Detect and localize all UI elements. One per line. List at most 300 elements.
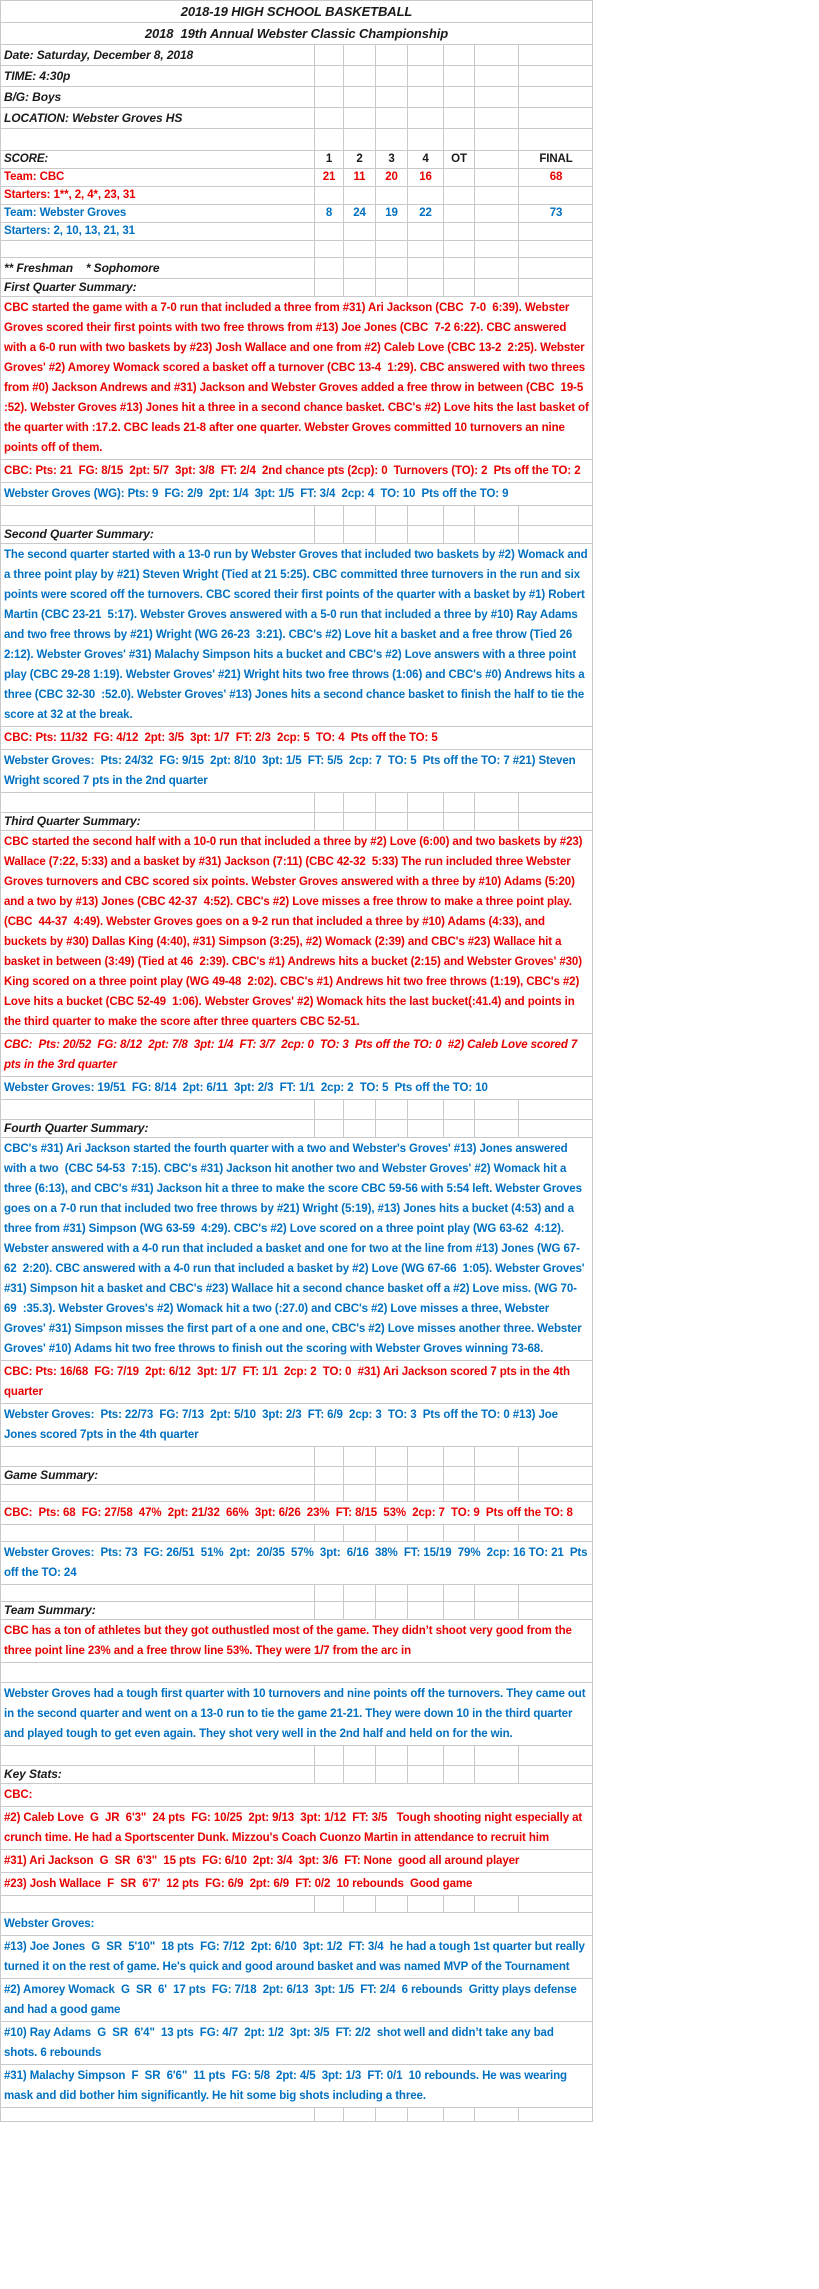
grid-cell xyxy=(314,1766,343,1783)
player-stat-wallace xyxy=(1,1873,593,1896)
grid-cell xyxy=(443,1120,474,1137)
grid-cell xyxy=(314,793,343,812)
grid-cell xyxy=(443,1525,474,1541)
game-summary-header-label: Game Summary: xyxy=(4,1468,99,1482)
grid-cell xyxy=(314,241,343,257)
grid-cell xyxy=(407,1602,443,1619)
grid-cell xyxy=(518,1100,593,1119)
grid-cell xyxy=(375,526,407,543)
grid-cell xyxy=(443,205,474,222)
grid-cell xyxy=(314,45,343,65)
grid-cell: 19 xyxy=(375,205,407,222)
grid-cell xyxy=(314,129,343,150)
grid-cell: 68 xyxy=(518,169,593,186)
player-stat-love-text: #2) Caleb Love G JR 6'3" 24 pts FG: 10/25 2pt: 9/13 3pt: 1/12 FT: 3/5 Tough shooting night especially at crunch time. He had a Sportscenter Dunk. Mizzou's Coach Cuonzo Martin in attendance to recruit him xyxy=(4,1812,586,1844)
grid-cell xyxy=(474,45,518,65)
q4-summary-header xyxy=(1,1120,593,1138)
team-summary-cbc-text: CBC has a ton of athletes but they got outhustled most of the game. They didn’t shoot very good from the three point line 23% and a free throw line 53%. They were 1/7 from the arc in xyxy=(4,1625,575,1657)
grid-cell xyxy=(343,1485,375,1501)
grid-cell xyxy=(314,1100,343,1119)
grid-cell xyxy=(343,108,375,128)
starters-cbc-row-label: Starters: 1**, 2, 4*, 23, 31 xyxy=(4,189,136,201)
blank-row xyxy=(1,1585,593,1602)
grid-cell xyxy=(518,1896,593,1912)
grid-cell xyxy=(518,1525,593,1541)
team-summary-wg-text: Webster Groves had a tough first quarter with 10 turnovers and nine points off the turnovers. They came out in the second quarter and went on a 13-0 run to tie the game 21-21. They were down 10 in the third quarter and played tough to get even again. They shot very well in the 2nd half and held on for the win. xyxy=(4,1688,589,1740)
q1-wg-stats xyxy=(1,483,593,506)
grid-cell xyxy=(474,506,518,525)
grid-cell xyxy=(375,1120,407,1137)
grid-cell xyxy=(518,241,593,257)
grid-cell xyxy=(443,1585,474,1601)
blank-row xyxy=(1,506,593,526)
player-stat-jackson xyxy=(1,1850,593,1873)
team-cbc-row-label: Team: CBC xyxy=(4,171,65,183)
key-stats-cbc-label xyxy=(1,1784,593,1807)
grid-cell xyxy=(474,169,518,186)
grid-cell: 8 xyxy=(314,205,343,222)
sheet-subtitle-text: 2018 19th Annual Webster Classic Championship xyxy=(144,26,449,41)
grid-cell xyxy=(518,526,593,543)
game-cbc-stats xyxy=(1,1502,593,1525)
starters-wg-row-label: Starters: 2, 10, 13, 21, 31 xyxy=(4,225,135,237)
grid-cell xyxy=(443,279,474,296)
q2-summary-header xyxy=(1,526,593,544)
blank-row xyxy=(1,1663,593,1683)
grid-cell xyxy=(443,45,474,65)
grid-cell xyxy=(314,187,343,204)
q2-wg-stats xyxy=(1,750,593,793)
grid-cell xyxy=(314,1602,343,1619)
q2-cbc-stats-text: CBC: Pts: 11/32 FG: 4/12 2pt: 3/5 3pt: 1/7 FT: 2/3 2cp: 5 TO: 4 Pts off the TO: 5 xyxy=(4,732,438,744)
grid-cell: 16 xyxy=(407,169,443,186)
grid-cell xyxy=(443,2108,474,2121)
grid-cell xyxy=(407,45,443,65)
grid-cell xyxy=(474,1602,518,1619)
grid-cell xyxy=(314,526,343,543)
grid-cell: 20 xyxy=(375,169,407,186)
grid-cell xyxy=(407,129,443,150)
grid-cell xyxy=(518,1120,593,1137)
grid-cell xyxy=(375,813,407,830)
grid-cell xyxy=(474,793,518,812)
grid-cell xyxy=(343,1447,375,1466)
grid-cell xyxy=(443,1602,474,1619)
grid-cell: 11 xyxy=(343,169,375,186)
blank-row-label xyxy=(1,793,314,812)
grid-cell xyxy=(474,223,518,240)
grid-cell xyxy=(407,1896,443,1912)
q4-summary-header-label: Fourth Quarter Summary: xyxy=(4,1121,149,1135)
blank-row xyxy=(1,793,593,813)
grid-cell xyxy=(474,2108,518,2121)
grid-cell xyxy=(474,813,518,830)
grid-cell xyxy=(443,1746,474,1765)
score-header-row xyxy=(1,151,593,169)
grid-cell xyxy=(474,1100,518,1119)
blank-row xyxy=(1,1746,593,1766)
grid-cell xyxy=(314,108,343,128)
grid-cell xyxy=(407,279,443,296)
blank-row-label xyxy=(1,1100,314,1119)
grid-cell xyxy=(474,1485,518,1501)
grid-cell xyxy=(474,258,518,278)
grid-cell xyxy=(343,66,375,86)
grid-cell xyxy=(518,793,593,812)
grid-cell xyxy=(314,258,343,278)
grid-cell xyxy=(343,258,375,278)
grid-cell xyxy=(443,526,474,543)
grid-cell xyxy=(474,1525,518,1541)
grid-cell xyxy=(518,187,593,204)
q2-summary-text xyxy=(1,544,593,727)
grid-cell xyxy=(407,1447,443,1466)
q3-wg-stats-text: Webster Groves: 19/51 FG: 8/14 2pt: 6/11 3pt: 2/3 FT: 1/1 2cp: 2 TO: 5 Pts off the TO: 10 xyxy=(4,1082,488,1094)
grid-cell xyxy=(375,1525,407,1541)
grid-cell xyxy=(518,87,593,107)
q3-summary-text xyxy=(1,831,593,1034)
q4-cbc-stats-text: CBC: Pts: 16/68 FG: 7/19 2pt: 6/12 3pt: 1/7 FT: 1/1 2cp: 2 TO: 0 #31) Ari Jackson scored 7 pts in the 4th quarter xyxy=(4,1366,574,1398)
grid-cell xyxy=(314,1746,343,1765)
blank-row xyxy=(1,1485,593,1502)
grid-cell xyxy=(343,506,375,525)
grid-cell xyxy=(474,129,518,150)
grid-cell xyxy=(518,108,593,128)
grid-cell xyxy=(518,1602,593,1619)
grid-cell xyxy=(407,1485,443,1501)
blank-row xyxy=(1,1896,593,1913)
grid-cell: 2 xyxy=(343,151,375,168)
grid-cell xyxy=(443,129,474,150)
sheet-title-text: 2018-19 HIGH SCHOOL BASKETBALL xyxy=(180,4,413,19)
q1-summary-text xyxy=(1,297,593,460)
blank-row-label xyxy=(1,2108,314,2121)
grid-cell xyxy=(343,1766,375,1783)
grid-cell xyxy=(343,813,375,830)
team-summary-wg xyxy=(1,1683,593,1746)
grid-cell xyxy=(375,87,407,107)
grid-cell xyxy=(443,793,474,812)
grid-cell: 1 xyxy=(314,151,343,168)
team-wg-row xyxy=(1,205,593,223)
grid-cell xyxy=(474,241,518,257)
grid-cell: 3 xyxy=(375,151,407,168)
grid-cell xyxy=(407,2108,443,2121)
grid-cell xyxy=(407,187,443,204)
team-wg-row-label: Team: Webster Groves xyxy=(4,207,127,219)
grid-cell xyxy=(314,1467,343,1484)
grid-cell xyxy=(443,506,474,525)
grid-cell xyxy=(518,258,593,278)
grid-cell xyxy=(375,1447,407,1466)
team-summary-cbc xyxy=(1,1620,593,1663)
blank-row-label xyxy=(1,1447,314,1466)
grid-cell xyxy=(343,793,375,812)
q1-wg-stats-text: Webster Groves (WG): Pts: 9 FG: 2/9 2pt: 1/4 3pt: 1/5 FT: 3/4 2cp: 4 TO: 10 Pts off the TO: 9 xyxy=(4,488,509,500)
grid-cell: 24 xyxy=(343,205,375,222)
score-header-row-label: SCORE: xyxy=(4,153,49,165)
legend-row-label: ** Freshman * Sophomore xyxy=(4,261,160,275)
blank-row xyxy=(1,2108,593,2122)
key-stats-wg-label xyxy=(1,1913,593,1936)
grid-cell xyxy=(407,66,443,86)
blank-row-label xyxy=(1,241,314,257)
grid-cell: 73 xyxy=(518,205,593,222)
player-stat-womack-text: #2) Amorey Womack G SR 6' 17 pts FG: 7/18 2pt: 6/13 3pt: 1/5 FT: 2/4 6 rebounds Gritty plays defense and had a good game xyxy=(4,1984,580,2016)
q2-wg-stats-text: Webster Groves: Pts: 24/32 FG: 9/15 2pt: 8/10 3pt: 1/5 FT: 5/5 2cp: 7 TO: 5 Pts off the TO: 7 #21) Steven Wright scored 7 pts in the 2nd quarter xyxy=(4,755,579,787)
grid-cell xyxy=(407,1746,443,1765)
grid-cell xyxy=(314,279,343,296)
grid-cell xyxy=(443,66,474,86)
grid-cell xyxy=(343,187,375,204)
grid-cell xyxy=(443,187,474,204)
grid-cell xyxy=(375,129,407,150)
gender-row-label: B/G: Boys xyxy=(4,90,62,104)
grid-cell xyxy=(474,205,518,222)
q1-summary-text-text: CBC started the game with a 7-0 run that included a three from #31) Ari Jackson (CBC 7-0 6:39). Webster Groves scored their first points with two free throws from #13) Joe Jones (CBC 7-2 6:22). CBC answered with a 6-0 run with two baskets by #23) Josh Wallace and one from #2) Caleb Love (CBC 13-2 2:25). Webster Groves' #2) Amorey Womack scored a basket off a turnover (CBC 13-4 1:29). CBC answered with two threes from #0) Jackson Andrews and #31) Jackson and Webster Groves added a free throw in between (CBC 19-5 :52). Webster Groves #13) Jones hit a three in a second chance basket. CBC's #2) Love hits the last basket of the quarter with :17.2. CBC leads 21-8 after one quarter. Webster Groves committed 10 turnovers an nine points off of them. xyxy=(4,302,592,454)
grid-cell xyxy=(407,1525,443,1541)
grid-cell xyxy=(474,1766,518,1783)
q1-cbc-stats xyxy=(1,460,593,483)
grid-cell xyxy=(407,1120,443,1137)
q3-cbc-stats-text: CBC: Pts: 20/52 FG: 8/12 2pt: 7/8 3pt: 1/4 FT: 3/7 2cp: 0 TO: 3 Pts off the TO: 0 #2) Caleb Love scored 7 pts in the 3rd quarter xyxy=(4,1039,581,1071)
grid-cell xyxy=(343,1467,375,1484)
blank-row xyxy=(1,1447,593,1467)
grid-cell xyxy=(314,1485,343,1501)
game-wg-stats xyxy=(1,1542,593,1585)
date-row-label: Date: Saturday, December 8, 2018 xyxy=(4,48,194,62)
grid-cell xyxy=(375,187,407,204)
grid-cell xyxy=(407,87,443,107)
q4-cbc-stats xyxy=(1,1361,593,1404)
grid-cell xyxy=(375,506,407,525)
grid-cell xyxy=(474,151,518,168)
grid-cell xyxy=(518,66,593,86)
q4-summary-text xyxy=(1,1138,593,1361)
grid-cell xyxy=(375,1467,407,1484)
team-cbc-row xyxy=(1,169,593,187)
grid-cell xyxy=(343,87,375,107)
grid-cell xyxy=(375,1896,407,1912)
grid-cell xyxy=(518,1585,593,1601)
player-stat-love xyxy=(1,1807,593,1850)
grid-cell: OT xyxy=(443,151,474,168)
grid-cell xyxy=(343,1525,375,1541)
grid-cell xyxy=(375,2108,407,2121)
grid-cell xyxy=(443,813,474,830)
q2-summary-text-text: The second quarter started with a 13-0 run by Webster Groves that included two baskets by #2) Womack and a three point play by #21) Steven Wright (Tied at 21 5:25). CBC committed three turnovers in the run and six points were scored off the turnovers. CBC scored their first points of the quarter with a basket by #1) Robert Martin (CBC 23-21 5:17). Webster Groves answered with a 5-0 run that included a three by #10) Ray Adams and two free throws by #21) Wright (WG 26-23 3:21). CBC's #2) Love hit a basket and a free throw (Tied 26 2:12). Webster Groves' #31) Malachy Simpson hits a bucket and CBC's #2) Love answers with a three point play (CBC 29-28 1:19). Webster Groves' #21) Wright hits two free throws (1:06) and CBC's #0) Andrews hits a three (CBC 32-30 :52.0). Webster Groves' #13) Jones hits a second chance basket to finish the half to tie the score at 32 at the break. xyxy=(4,549,591,721)
grid-cell xyxy=(443,1100,474,1119)
player-stat-jones-text: #13) Joe Jones G SR 5'10" 18 pts FG: 7/12 2pt: 6/10 3pt: 1/2 FT: 3/4 he had a tough 1st quarter but really turned it on the rest of game. He's quick and good around basket and was named MVP of the Tournament xyxy=(4,1941,588,1973)
q3-cbc-stats xyxy=(1,1034,593,1077)
grid-cell xyxy=(518,1447,593,1466)
grid-cell xyxy=(375,258,407,278)
grid-cell xyxy=(474,1585,518,1601)
q2-cbc-stats xyxy=(1,727,593,750)
grid-cell: 22 xyxy=(407,205,443,222)
gender-row xyxy=(1,87,593,108)
team-summary-header xyxy=(1,1602,593,1620)
grid-cell xyxy=(343,1896,375,1912)
grid-cell xyxy=(407,258,443,278)
grid-cell xyxy=(443,223,474,240)
grid-cell xyxy=(474,1120,518,1137)
key-stats-header-label: Key Stats: xyxy=(4,1767,62,1781)
blank-row-label xyxy=(1,1585,314,1601)
key-stats-wg-label-text: Webster Groves: xyxy=(4,1918,95,1930)
grid-cell xyxy=(343,1120,375,1137)
grid-cell xyxy=(343,1585,375,1601)
location-row-label: LOCATION: Webster Groves HS xyxy=(4,111,183,125)
grid-cell xyxy=(443,108,474,128)
key-stats-header xyxy=(1,1766,593,1784)
player-stat-wallace-text: #23) Josh Wallace F SR 6'7' 12 pts FG: 6/9 2pt: 6/9 FT: 0/2 10 rebounds Good game xyxy=(4,1878,473,1890)
grid-cell xyxy=(518,45,593,65)
grid-cell xyxy=(343,1746,375,1765)
grid-cell xyxy=(407,1585,443,1601)
grid-cell xyxy=(375,108,407,128)
grid-cell xyxy=(518,813,593,830)
grid-cell xyxy=(314,2108,343,2121)
grid-cell xyxy=(343,45,375,65)
grid-cell xyxy=(375,45,407,65)
grid-cell xyxy=(443,241,474,257)
grid-cell xyxy=(518,279,593,296)
grid-cell xyxy=(474,279,518,296)
blank-row-label xyxy=(1,1485,314,1501)
grid-cell xyxy=(518,129,593,150)
grid-cell xyxy=(474,1896,518,1912)
q4-wg-stats xyxy=(1,1404,593,1447)
legend-row xyxy=(1,258,593,279)
grid-cell xyxy=(474,526,518,543)
team-summary-header-label: Team Summary: xyxy=(4,1603,96,1617)
grid-cell xyxy=(518,1766,593,1783)
sheet-subtitle xyxy=(1,23,593,45)
blank-row-label xyxy=(1,129,314,150)
player-stat-jackson-text: #31) Ari Jackson G SR 6'3" 15 pts FG: 6/10 2pt: 3/4 3pt: 3/6 FT: None good all around player xyxy=(4,1855,520,1867)
player-stat-jones xyxy=(1,1936,593,1979)
blank-row-label xyxy=(1,1525,314,1541)
starters-cbc-row xyxy=(1,187,593,205)
grid-cell xyxy=(343,279,375,296)
grid-cell xyxy=(407,813,443,830)
grid-cell xyxy=(375,1766,407,1783)
grid-cell xyxy=(314,223,343,240)
grid-cell xyxy=(518,506,593,525)
player-stat-adams xyxy=(1,2022,593,2065)
grid-cell xyxy=(375,66,407,86)
grid-cell xyxy=(443,1896,474,1912)
q4-summary-text-text: CBC's #31) Ari Jackson started the fourth quarter with a two and Webster's Groves' #13) Jones answered with a two (CBC 54-53 7:15). CBC's #31) Jackson hit another two and Webster Groves' #2) Womack hit a three (6:13), and CBC's #31) Jackson hit a three to make the score CBC 59-56 with 5:54 left. Webster Groves goes on a 7-0 run that included two free throws by #21) Wright (5:19), #13) Jones hits a bucket (4:53) and a three from #31) Simpson (WG 63-59 4:29). CBC's #2) Love scored on a three point play (WG 63-62 4:12). Webster answered with a 4-0 run that included a basket and one for two at the line from #13) Jones (WG 67-62 2:20). CBC answered with a 4-0 run that included a basket by #2) Love (WG 67-66 1:05). Webster Groves' #31) Simpson hit a basket and CBC's #23) Wallace hit a second chance basket off a #2) Love miss. (WG 70-69 :35.3). Webster Groves's #2) Womack hit a two (:27.0) and CBC's #2) Love misses a three, Webster Groves' #31) Simpson misses the first part of a one and one, CBC's #2) Love misses another three. Webster Groves' #10) Adams hit two free throws to finish out the scoring with Webster Groves winning 73-68. xyxy=(4,1143,588,1355)
grid-cell xyxy=(343,1602,375,1619)
grid-cell xyxy=(343,1100,375,1119)
grid-cell xyxy=(375,1485,407,1501)
grid-cell xyxy=(518,1485,593,1501)
q3-summary-text-text: CBC started the second half with a 10-0 run that included a three by #2) Love (6:00) and two baskets by #23) Wallace (7:22, 5:33) and a basket by #31) Jackson (7:11) (CBC 42-32 5:33) The run included three Webster Groves turnovers and CBC scored six points. Webster Groves answered with a three by #10) Adams (5:20) and a two by #13) Jones (CBC 42-37 4:52). CBC's #2) Love misses a free throw to make a three point play. (CBC 44-37 4:49). Webster Groves goes on a 9-2 run that included a three by #10) Adams (4:33), and buckets by #30) Dallas King (4:40), #31) Simpson (3:25), #2) Womack (2:39) and CBC's #23) Wallace hit a basket in between (3:49) (Tied at 46 2:39). CBC's #1) Andrews hits a bucket (2:15) and Webster Groves' #30) King scored on a three point play (WG 49-48 2:02). CBC's #1) Andrews hit two free throws (1:19), CBC's #2) Love hits a bucket (CBC 52-49 1:06). Webster Groves' #2) Womack hits the last bucket(:41.4) and points in the third quarter to make the score after three quarters CBC 52-51. xyxy=(4,836,586,1028)
grid-cell xyxy=(443,1485,474,1501)
grid-cell: 21 xyxy=(314,169,343,186)
blank-row-label xyxy=(1,1746,314,1765)
grid-cell xyxy=(518,1467,593,1484)
grid-cell xyxy=(375,1602,407,1619)
blank-row xyxy=(1,241,593,258)
blank-row xyxy=(1,1525,593,1542)
grid-cell xyxy=(443,1467,474,1484)
q3-wg-stats xyxy=(1,1077,593,1100)
grid-cell xyxy=(375,1746,407,1765)
blank-row xyxy=(1,129,593,151)
grid-cell xyxy=(474,66,518,86)
player-stat-simpson-text: #31) Malachy Simpson F SR 6'6" 11 pts FG: 5/8 2pt: 4/5 3pt: 1/3 FT: 0/1 10 rebounds. He was wearing mask and did bother him significantly. He hit some big shots including a three. xyxy=(4,2070,571,2102)
grid-cell xyxy=(407,506,443,525)
game-wg-stats-text: Webster Groves: Pts: 73 FG: 26/51 51% 2pt: 20/35 57% 3pt: 6/16 38% FT: 15/19 79% 2cp: 16 TO: 21 Pts off the TO: 24 xyxy=(4,1547,591,1579)
grid-cell xyxy=(375,1585,407,1601)
key-stats-cbc-label-text: CBC: xyxy=(4,1789,33,1801)
q1-summary-header xyxy=(1,279,593,297)
grid-cell xyxy=(474,108,518,128)
grid-cell xyxy=(375,1100,407,1119)
grid-cell xyxy=(407,241,443,257)
q1-cbc-stats-text: CBC: Pts: 21 FG: 8/15 2pt: 5/7 3pt: 3/8 FT: 2/4 2nd chance pts (2cp): 0 Turnovers (TO): 2 Pts off the TO: 2 xyxy=(4,465,581,477)
q2-summary-header-label: Second Quarter Summary: xyxy=(4,527,154,541)
time-row xyxy=(1,66,593,87)
grid-cell xyxy=(343,241,375,257)
grid-cell xyxy=(474,187,518,204)
starters-wg-row xyxy=(1,223,593,241)
grid-cell xyxy=(343,223,375,240)
grid-cell: FINAL xyxy=(518,151,593,168)
q1-summary-header-label: First Quarter Summary: xyxy=(4,280,137,294)
grid-cell xyxy=(314,1447,343,1466)
q3-summary-header-label: Third Quarter Summary: xyxy=(4,814,141,828)
grid-cell xyxy=(375,279,407,296)
grid-cell xyxy=(314,87,343,107)
location-row xyxy=(1,108,593,129)
grid-cell: 4 xyxy=(407,151,443,168)
blank-row-label xyxy=(1,506,314,525)
grid-cell xyxy=(407,1766,443,1783)
blank-row-text xyxy=(1,1663,592,1682)
grid-cell xyxy=(407,1467,443,1484)
grid-cell xyxy=(474,1447,518,1466)
grid-cell xyxy=(474,87,518,107)
player-stat-simpson xyxy=(1,2065,593,2108)
blank-row xyxy=(1,1100,593,1120)
game-cbc-stats-text: CBC: Pts: 68 FG: 27/58 47% 2pt: 21/32 66% 3pt: 6/26 23% FT: 8/15 53% 2cp: 7 TO: 9 Pts off the TO: 8 xyxy=(4,1507,573,1519)
grid-cell xyxy=(343,129,375,150)
blank-row-label xyxy=(1,1896,314,1912)
sheet-title xyxy=(1,1,593,23)
grid-cell xyxy=(443,87,474,107)
grid-cell xyxy=(474,1746,518,1765)
grid-cell xyxy=(443,1447,474,1466)
grid-cell xyxy=(407,223,443,240)
grid-cell xyxy=(443,1766,474,1783)
q3-summary-header xyxy=(1,813,593,831)
grid-cell xyxy=(474,1467,518,1484)
grid-cell xyxy=(375,793,407,812)
grid-cell xyxy=(407,793,443,812)
grid-cell xyxy=(375,241,407,257)
time-row-label: TIME: 4:30p xyxy=(4,69,71,83)
grid-cell xyxy=(343,2108,375,2121)
grid-cell xyxy=(518,1746,593,1765)
grid-cell xyxy=(314,506,343,525)
grid-cell xyxy=(518,223,593,240)
grid-cell xyxy=(343,526,375,543)
player-stat-womack xyxy=(1,1979,593,2022)
